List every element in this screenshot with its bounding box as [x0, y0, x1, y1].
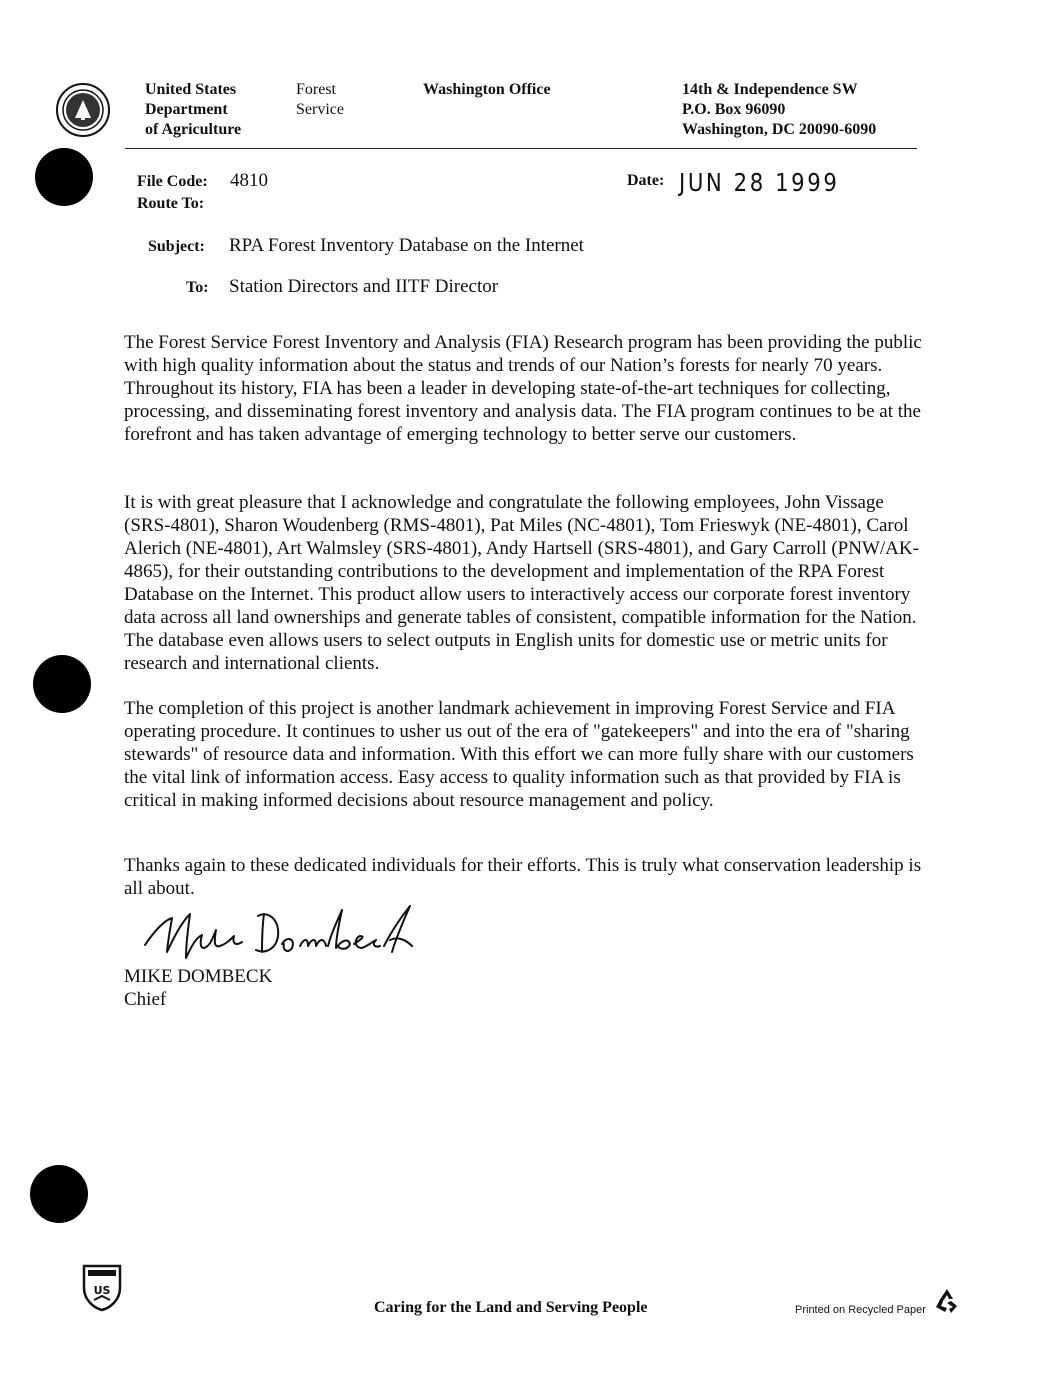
date-label: Date: [627, 172, 665, 189]
handwritten-signature [140, 900, 420, 968]
to-label: To: [186, 279, 209, 296]
body-paragraph: Thanks again to these dedicated individuals for their efforts. This is truly what conservation leadership is all about. [124, 855, 922, 899]
address-line: P.O. Box 96090 [682, 101, 786, 118]
footer-motto: Caring for the Land and Serving People [374, 1299, 648, 1316]
svg-text:US: US [93, 1284, 111, 1297]
office-name: Washington Office [423, 81, 551, 98]
recycled-note: Printed on Recycled Paper [795, 1304, 926, 1316]
punch-hole-top [35, 148, 93, 206]
route-to-label: Route To: [137, 195, 205, 212]
address-block [682, 80, 876, 140]
to-value: Station Directors and IITF Director [229, 276, 499, 297]
body-paragraph: The completion of this project is another landmark achievement in improving Forest Service and FIA operating procedure. It continues to usher us out of the era of "gatekeepers" and into the era of "sharing stewards" of resource data and information. With this effort we can more fully share with our customers the vital link of information access. Easy access to quality information such as that provided by FIA is critical in making informed decisions about resource management and policy. [124, 698, 914, 811]
usda-seal-icon [55, 82, 111, 138]
body-paragraph: It is with great pleasure that I acknowledge and congratulate the following employees, John Vissage (SRS-4801), Sharon Woudenberg (RMS-4801), Pat Miles (NC-4801), Tom Frieswyk (NE-4801), Carol Alerich (NE-4801), Art Walmsley (SRS-4801), Andy Hartsell (SRS-4801), and Gary Carroll (PNW/AK-4865), for their outstanding contributions to the development and implementation of the RPA Forest Database on the Internet. This product allow users to interactively access our corporate forest inventory data across all land ownerships and generate tables of consistent, compatible information for the Nation. The database even allows users to select outputs in English units for domestic use or metric units for research and international clients. [124, 492, 919, 674]
date-stamp: JUN 28 1999 [679, 168, 840, 197]
service-line: Service [296, 101, 344, 118]
signer-name: MIKE DOMBECK [124, 966, 273, 987]
agency-block [145, 80, 241, 140]
punch-hole-middle [33, 655, 91, 713]
header-divider [125, 148, 917, 149]
recycle-icon [932, 1286, 962, 1316]
forest-service-shield-icon [80, 1262, 124, 1312]
signer-title: Chief [124, 989, 167, 1010]
file-code-value: 4810 [230, 170, 268, 191]
agency-line: Department [145, 101, 228, 118]
punch-hole-bottom [30, 1165, 88, 1223]
service-block [296, 80, 344, 120]
agency-line: of Agriculture [145, 121, 242, 138]
address-line: 14th & Independence SW [682, 81, 858, 98]
agency-line: United States [145, 81, 237, 98]
body-paragraph: The Forest Service Forest Inventory and Analysis (FIA) Research program has been providing the public with high quality information about the status and trends of our Nation’s forests for nearly 70 years. Throughout its history, FIA has been a leader in developing state-of-the-art techniques for collecting, processing, and disseminating forest inventory and analysis data. The FIA program continues to be at the forefront and has taken advantage of emerging technology to better serve our customers. [124, 332, 922, 445]
address-line: Washington, DC 20090-6090 [682, 121, 877, 138]
service-line: Forest [296, 81, 336, 98]
file-code-label: File Code: [137, 173, 208, 190]
subject-label: Subject: [148, 238, 205, 255]
subject-value: RPA Forest Inventory Database on the Internet [229, 235, 584, 256]
